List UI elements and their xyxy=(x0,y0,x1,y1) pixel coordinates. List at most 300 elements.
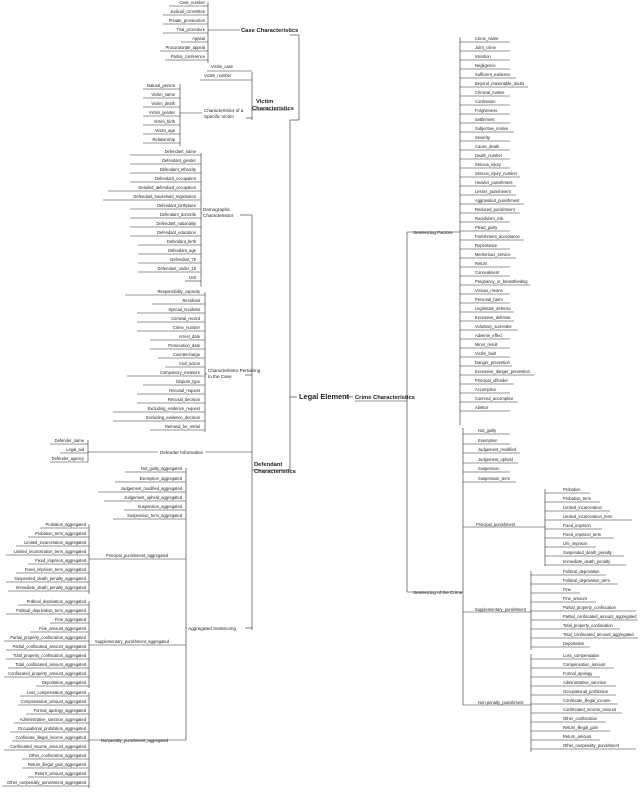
supplementary-aggregated-item xyxy=(36,680,89,686)
svg-text:Responsibility_capacity: Responsibility_capacity xyxy=(157,289,200,294)
svg-text:Excluding_evidence_decision: Excluding_evidence_decision xyxy=(146,415,200,420)
victim-characteristics-label: Victim xyxy=(256,99,274,105)
demographic-item xyxy=(138,266,201,272)
factor-item xyxy=(460,171,520,177)
factor-item xyxy=(460,270,510,276)
principal-punishment-item xyxy=(545,532,614,538)
defender-label: Defender Information xyxy=(160,450,204,455)
supplementary-aggregated-item xyxy=(18,599,89,605)
svg-text:Formal_apology_aggregated: Formal_apology_aggregated xyxy=(33,708,86,713)
supplementary-punishment-item xyxy=(531,578,618,584)
svg-text:Recusal_decision: Recusal_decision xyxy=(167,397,200,402)
svg-text:Serious_injury: Serious_injury xyxy=(475,162,501,167)
svg-text:Total_confiscated_amount_aggre: Total_confiscated_amount_aggregated xyxy=(15,662,86,667)
case-pertaining-label-2: to the Case xyxy=(208,374,232,379)
defender-item xyxy=(50,456,88,462)
case-pertaining-item xyxy=(137,397,205,403)
aggregated-item xyxy=(115,476,186,482)
supplementary-aggregated-item xyxy=(8,662,89,668)
case-pertaining-item xyxy=(137,307,205,313)
svg-text:Victim_death: Victim_death xyxy=(151,101,175,106)
victim-characteristics-label-2: Characteristics xyxy=(252,106,294,112)
svg-text:Limited_incarceration_term: Limited_incarceration_term xyxy=(563,514,613,519)
factor-item xyxy=(460,189,516,195)
factor-item xyxy=(460,342,510,348)
svg-text:Principal_offender: Principal_offender xyxy=(475,378,508,383)
principal-punishment-item xyxy=(545,496,600,502)
case-pertaining-item xyxy=(137,316,205,322)
nonpenalty-punishment-item xyxy=(531,653,600,659)
case-pertaining-item xyxy=(150,343,205,349)
victim-item xyxy=(200,73,252,80)
supplementary-punishment-item xyxy=(531,623,620,629)
svg-text:Total_confiscated_amount_aggre: Total_confiscated_amount_aggregated xyxy=(563,632,634,637)
sentencing-crime-item xyxy=(463,438,510,444)
svg-text:Victim_gender: Victim_gender xyxy=(148,110,175,115)
demographic-item xyxy=(130,149,201,155)
svg-text:Trial_procedure: Trial_procedure xyxy=(176,27,205,32)
demographic-item xyxy=(130,212,201,218)
svg-text:Other_confiscation_aggregated: Other_confiscation_aggregated xyxy=(28,753,86,758)
factor-item xyxy=(460,207,520,213)
svg-text:Political_deprivation_term: Political_deprivation_term xyxy=(563,578,610,583)
sentencing-crime-item xyxy=(463,457,518,463)
svg-text:Countercharge: Countercharge xyxy=(172,352,200,357)
svg-text:Partial_property_confiscation_: Partial_property_confiscation_aggregated xyxy=(10,635,86,640)
supplementary-aggregated-item xyxy=(4,635,89,641)
principal-aggregated-item xyxy=(6,576,89,582)
case-item xyxy=(163,27,208,33)
svg-text:Formal_apology: Formal_apology xyxy=(563,671,593,676)
principal-punishment-item xyxy=(545,523,602,529)
case-pertaining-list xyxy=(113,289,205,430)
svg-text:Deportation: Deportation xyxy=(563,641,585,646)
svg-text:Political_deprivation_aggregat: Political_deprivation_aggregated xyxy=(26,599,86,604)
svg-text:Aggravated_punishment: Aggravated_punishment xyxy=(475,198,520,203)
factor-item xyxy=(460,315,514,321)
nonpenalty-aggregated-item xyxy=(18,699,89,705)
svg-text:Criminal_record: Criminal_record xyxy=(171,316,200,321)
svg-text:Loss_compensation: Loss_compensation xyxy=(563,653,600,658)
specific-victim-item xyxy=(143,128,180,134)
specific-victim-label: Characteristics of a xyxy=(204,108,244,113)
factor-item xyxy=(460,45,510,51)
svg-text:Exemption: Exemption xyxy=(478,438,498,443)
svg-text:Plead_guilty: Plead_guilty xyxy=(475,225,498,230)
principal-punishment-item xyxy=(545,487,590,493)
principal-aggregated-item xyxy=(16,567,89,573)
svg-text:Dispute_type: Dispute_type xyxy=(176,379,200,384)
svg-text:Total_property_confiscation: Total_property_confiscation xyxy=(563,623,613,628)
svg-text:Private_prosecution: Private_prosecution xyxy=(168,18,205,23)
supplementary-punishment-item xyxy=(531,587,580,593)
sentencing-crime-item xyxy=(463,476,516,482)
svg-text:Partial_property_confiscation: Partial_property_confiscation xyxy=(563,605,616,610)
case-characteristics-list xyxy=(160,0,208,60)
principal-aggregated-item xyxy=(6,549,89,555)
svg-text:Judgement_upheld: Judgement_upheld xyxy=(478,457,513,462)
factor-item xyxy=(460,405,510,411)
factor-item xyxy=(460,126,514,132)
case-characteristics-label: Case Characteristics xyxy=(241,28,299,34)
nonpenalty-punishment-item xyxy=(531,725,610,731)
principal-punishment-list xyxy=(545,487,632,565)
svg-text:Immediate_death_penalty_aggreg: Immediate_death_penalty_aggregated xyxy=(15,585,86,590)
svg-text:Pregnancy_or_breastfeeding: Pregnancy_or_breastfeeding xyxy=(475,279,528,284)
specific-victim-list xyxy=(143,83,180,143)
factor-item xyxy=(460,135,510,141)
aggregated-item xyxy=(113,513,186,519)
supplementary-aggregated-item xyxy=(4,671,89,677)
demographic-item xyxy=(138,257,201,263)
factor-item xyxy=(460,162,510,168)
principal-aggregated-item xyxy=(28,558,89,564)
demographic-item xyxy=(130,203,201,209)
svg-text:Life_imprison: Life_imprison xyxy=(563,541,588,546)
svg-text:Defendant_name: Defendant_name xyxy=(164,149,196,154)
sentencing-crime-label: Sentencing of the Crime xyxy=(413,590,463,595)
svg-text:Legal_aid: Legal_aid xyxy=(66,447,84,452)
sentencing-crime-item xyxy=(463,447,520,453)
svg-text:Fixed_imprison_aggregated: Fixed_imprison_aggregated xyxy=(35,558,86,563)
case-pertaining-item xyxy=(150,424,205,430)
svg-text:Negligence: Negligence xyxy=(475,63,496,68)
factor-item xyxy=(460,252,516,258)
svg-text:Vicious_means: Vicious_means xyxy=(475,288,503,293)
case-pertaining-item xyxy=(127,370,205,376)
case-pertaining-label: Characteristics Pertaining xyxy=(208,368,261,373)
svg-text:Other_confiscation: Other_confiscation xyxy=(563,716,598,721)
svg-text:Confiscated_income_amount: Confiscated_income_amount xyxy=(563,707,617,712)
svg-text:Judgement_upheld_aggregated: Judgement_upheld_aggregated xyxy=(124,495,182,500)
svg-text:Prosecution_date: Prosecution_date xyxy=(168,343,200,348)
svg-text:Excluding_evidence_request: Excluding_evidence_request xyxy=(147,406,200,411)
aggregated-item xyxy=(98,486,186,492)
factor-item xyxy=(460,63,510,69)
victim-item xyxy=(207,64,252,71)
svg-text:Victim_birth: Victim_birth xyxy=(153,119,175,124)
svg-text:Probation_aggregated: Probation_aggregated xyxy=(45,522,86,527)
svg-text:Victim_name: Victim_name xyxy=(151,92,175,97)
svg-text:Recidivist: Recidivist xyxy=(182,298,200,303)
supplementary-punishment-label: Supplementary_punishment xyxy=(475,607,526,612)
svg-text:Victim_fault: Victim_fault xyxy=(475,351,497,356)
svg-text:Defendant_birthplace: Defendant_birthplace xyxy=(157,203,196,208)
svg-text:Punishment_acceptance: Punishment_acceptance xyxy=(475,234,520,239)
nonpenalty-punishment-item xyxy=(531,689,616,695)
nonpenalty-aggregated-item xyxy=(22,753,89,759)
svg-text:Defender_agency: Defender_agency xyxy=(51,456,84,461)
svg-text:Danger_prevention: Danger_prevention xyxy=(475,360,510,365)
svg-text:Fine: Fine xyxy=(563,587,571,592)
factor-item xyxy=(460,216,510,222)
nonpenalty-aggregated-item xyxy=(26,708,89,714)
factor-item xyxy=(460,108,510,114)
svg-text:Victim_case: Victim_case xyxy=(211,64,233,69)
svg-text:Return_amount: Return_amount xyxy=(563,734,592,739)
demographic-item xyxy=(138,239,201,245)
svg-text:Adverse_effect: Adverse_effect xyxy=(475,333,503,338)
specific-victim-item xyxy=(143,83,180,89)
svg-text:Defendant_household_registrati: Defendant_household_registration xyxy=(133,194,196,199)
factor-item xyxy=(460,36,510,42)
aggregated-item xyxy=(124,504,186,510)
case-pertaining-item xyxy=(165,361,205,367)
principal-punishment-item xyxy=(545,559,626,565)
svg-text:Defendant_education: Defendant_education xyxy=(157,230,196,235)
principal-aggregated-item xyxy=(8,585,89,591)
svg-text:Exemption_aggregated: Exemption_aggregated xyxy=(139,476,182,481)
svg-text:Partial_confiscated_amount_agg: Partial_confiscated_amount_aggregated xyxy=(12,644,86,649)
supplementary-aggregated-list xyxy=(4,599,89,686)
defendant-characteristics-label-2: Characteristics xyxy=(254,469,296,475)
factor-item xyxy=(460,90,510,96)
svg-text:Return_illegal_gain_aggregated: Return_illegal_gain_aggregated xyxy=(27,762,86,767)
svg-text:Compensation_amount: Compensation_amount xyxy=(563,662,606,667)
case-pertaining-item xyxy=(152,298,205,304)
svg-text:Natural_person: Natural_person xyxy=(147,83,175,88)
factor-item xyxy=(460,225,510,231)
svg-text:Sufficient_evidence: Sufficient_evidence xyxy=(475,72,511,77)
svg-text:Fixed_imprison: Fixed_imprison xyxy=(563,523,591,528)
demographic-item xyxy=(185,275,201,281)
supplementary-punishment-item xyxy=(531,632,638,638)
factor-item xyxy=(460,99,510,105)
svg-text:Defendant_occupation: Defendant_occupation xyxy=(155,176,196,181)
factor-item xyxy=(460,144,510,150)
demographic-item xyxy=(130,221,201,227)
supplementary-aggregated-label: Supplementary_punishment_aggregated xyxy=(95,639,169,644)
svg-text:Serious_injury_number: Serious_injury_number xyxy=(475,171,518,176)
factor-item xyxy=(460,288,510,294)
svg-text:Confiscate_illegal_income_aggr: Confiscate_illegal_income_aggregated xyxy=(15,735,86,740)
sentencing-factors-list xyxy=(460,36,534,411)
factor-item xyxy=(460,351,510,357)
factor-item xyxy=(460,297,510,303)
supplementary-punishment-item xyxy=(531,596,596,602)
supplementary-punishment-list xyxy=(531,569,638,647)
svg-text:Criminal_motive: Criminal_motive xyxy=(475,90,505,95)
svg-text:Intention: Intention xyxy=(475,54,491,59)
sentencing-crime-item xyxy=(463,466,510,472)
svg-text:Return_illegal_gain: Return_illegal_gain xyxy=(563,725,599,730)
svg-text:Not_guilty_aggregated: Not_guilty_aggregated xyxy=(140,466,182,471)
supplementary-aggregated-item xyxy=(50,617,89,623)
supplementary-punishment-item xyxy=(531,614,638,620)
factor-item xyxy=(460,72,516,78)
case-pertaining-item xyxy=(143,379,205,385)
case-pertaining-item xyxy=(113,415,205,421)
svg-text:Total_property_confiscation_ag: Total_property_confiscation_aggregated xyxy=(13,653,86,658)
svg-text:Unit: Unit xyxy=(188,275,196,280)
svg-text:Limited_incarceration: Limited_incarceration xyxy=(563,505,602,510)
svg-text:Suspended_death_penalty: Suspended_death_penalty xyxy=(563,550,612,555)
svg-text:Detailed_defendant_occupation: Detailed_defendant_occupation xyxy=(138,185,196,190)
svg-text:Probation_term: Probation_term xyxy=(563,496,591,501)
nonpenalty-punishment-item xyxy=(531,680,616,686)
svg-text:Defendant_ethnicity: Defendant_ethnicity xyxy=(159,167,196,172)
demographic-item xyxy=(108,185,201,191)
svg-text:Defendant_gender: Defendant_gender xyxy=(162,158,196,163)
svg-text:Confiscated_income_amount_aggr: Confiscated_income_amount_aggregated xyxy=(9,744,86,749)
svg-text:Coerced_accomplice: Coerced_accomplice xyxy=(475,396,514,401)
factor-item xyxy=(460,378,514,384)
svg-text:Remand_for_retrial: Remand_for_retrial xyxy=(164,424,200,429)
svg-text:Limited_incarceration_aggregat: Limited_incarceration_aggregated xyxy=(24,540,86,545)
case-pertaining-item xyxy=(137,388,205,394)
demographic-item xyxy=(130,158,201,164)
svg-text:Accomplice: Accomplice xyxy=(475,387,496,392)
svg-text:Defendant_under_18: Defendant_under_18 xyxy=(157,266,196,271)
factor-item xyxy=(460,153,510,159)
case-pertaining-item xyxy=(137,325,205,331)
case-item xyxy=(181,36,208,42)
defender-item xyxy=(60,447,88,453)
svg-text:Other_nonpenalty_punishment_ag: Other_nonpenalty_punishment_aggregated xyxy=(7,780,86,785)
svg-text:Confiscated_property_amount_ag: Confiscated_property_amount_aggregated xyxy=(8,671,86,676)
svg-text:Recidivism_risk: Recidivism_risk xyxy=(475,216,504,221)
nonpenalty-punishment-item xyxy=(531,698,618,704)
svg-text:Lesser_punishment: Lesser_punishment xyxy=(475,189,511,194)
sentencing-crime-direct-list xyxy=(463,428,520,482)
svg-text:Minor_result: Minor_result xyxy=(475,342,498,347)
svg-text:Appeal: Appeal xyxy=(192,36,205,41)
nonpenalty-punishment-item xyxy=(531,707,622,713)
factor-item xyxy=(460,180,516,186)
svg-text:Fixed_imprison_term_aggregated: Fixed_imprison_term_aggregated xyxy=(24,567,86,572)
principal-aggregated-item xyxy=(28,531,89,537)
svg-text:Death_number: Death_number xyxy=(475,153,503,158)
svg-text:Political_deprivation_term_agg: Political_deprivation_term_aggregated xyxy=(16,608,86,613)
defender-list xyxy=(50,438,88,462)
aggregated-direct-list xyxy=(98,466,186,519)
factor-item xyxy=(460,279,530,285)
supplementary-punishment-item xyxy=(531,641,590,647)
supplementary-aggregated-item xyxy=(6,644,89,650)
nonpenalty-punishment-item xyxy=(531,671,600,677)
demographic-item xyxy=(130,167,201,173)
svg-text:Heavier_punishment: Heavier_punishment xyxy=(475,180,513,185)
svg-text:Cause_death: Cause_death xyxy=(475,144,500,149)
nonpenalty-aggregated-item xyxy=(20,690,89,696)
svg-text:Joint_crime: Joint_crime xyxy=(475,45,496,50)
svg-text:Judgement_modified: Judgement_modified xyxy=(478,447,517,452)
case-pertaining-item xyxy=(158,352,205,358)
principal-aggregated-item xyxy=(40,522,89,528)
nonpenalty-aggregated-label: Nonpenalty_punishment_aggregated xyxy=(101,738,169,743)
nonpenalty-aggregated-item xyxy=(4,744,89,750)
svg-text:Suspension_term: Suspension_term xyxy=(478,476,510,481)
svg-text:Subjective_motive: Subjective_motive xyxy=(475,126,509,131)
svg-text:Fine_amount_aggregated: Fine_amount_aggregated xyxy=(39,626,86,631)
svg-text:Beyond_reasonable_doubt: Beyond_reasonable_doubt xyxy=(475,81,524,86)
specific-victim-item xyxy=(143,119,180,125)
demographic-item xyxy=(130,176,201,182)
factor-item xyxy=(460,198,524,204)
svg-text:Return: Return xyxy=(475,261,488,266)
case-item xyxy=(160,45,208,51)
svg-text:Settlement: Settlement xyxy=(475,117,495,122)
sentencing-factors-label: Sentencing Factors xyxy=(413,230,453,235)
case-item xyxy=(163,9,208,15)
factor-item xyxy=(460,243,510,249)
demographic-label-2: Characteristics xyxy=(203,213,234,218)
demographic-item xyxy=(130,230,201,236)
defender-item xyxy=(50,438,88,444)
sentencing-crime-item xyxy=(463,428,510,434)
case-item xyxy=(163,18,208,24)
demographic-list xyxy=(103,149,201,281)
svg-text:Excessive_defense: Excessive_defense xyxy=(475,315,511,320)
svg-text:Excessive_danger_prevention: Excessive_danger_prevention xyxy=(475,369,530,374)
root-node: Legal Element xyxy=(299,392,350,401)
case-pertaining-item xyxy=(125,289,205,295)
svg-text:Abettor: Abettor xyxy=(475,405,489,410)
svg-text:Other_nonpenalty_punishment: Other_nonpenalty_punishment xyxy=(563,743,619,748)
demographic-item xyxy=(138,248,201,254)
nonpenalty-aggregated-item xyxy=(2,780,89,786)
supplementary-aggregated-item xyxy=(6,653,89,659)
svg-text:Limited_incarceration_term_agg: Limited_incarceration_term_aggregated xyxy=(13,549,86,554)
svg-text:Loss_compensation_aggregated: Loss_compensation_aggregated xyxy=(26,690,86,695)
case-item xyxy=(165,54,208,60)
factor-item xyxy=(460,234,524,240)
nonpenalty-aggregated-item xyxy=(10,726,89,732)
svg-text:Compulsory_measure: Compulsory_measure xyxy=(159,370,200,375)
svg-text:Repentance: Repentance xyxy=(475,243,498,248)
svg-text:Civil_action: Civil_action xyxy=(179,361,200,366)
svg-text:Immediate_death_penalty: Immediate_death_penalty xyxy=(563,559,611,564)
principal-punishment-item xyxy=(545,514,632,520)
svg-text:Meritorious_service: Meritorious_service xyxy=(475,252,511,257)
aggregated-sentencing-label: Aggregated Sentencing xyxy=(188,626,237,631)
factor-item xyxy=(460,261,510,267)
svg-text:Fine_amount: Fine_amount xyxy=(563,596,587,601)
svg-text:Probation: Probation xyxy=(563,487,581,492)
crime-characteristics-label: Crime Characteristics xyxy=(355,395,415,401)
svg-text:Deportation_aggregated: Deportation_aggregated xyxy=(41,680,86,685)
svg-text:Confiscate_illegal_income: Confiscate_illegal_income xyxy=(563,698,611,703)
svg-text:Fine_aggregated: Fine_aggregated xyxy=(55,617,86,622)
svg-text:Judicial_committee: Judicial_committee xyxy=(170,9,205,14)
svg-text:Administrative_sanction_aggreg: Administrative_sanction_aggregated xyxy=(19,717,86,722)
svg-text:Defendant_birth: Defendant_birth xyxy=(166,239,196,244)
svg-text:Case_number: Case_number xyxy=(179,0,205,5)
svg-text:Special_recidivist: Special_recidivist xyxy=(168,307,200,312)
principal-punishment-label: Principal_punishment xyxy=(476,522,516,527)
factor-item xyxy=(460,54,510,60)
svg-text:Arrest_date: Arrest_date xyxy=(178,334,200,339)
nonpenalty-aggregated-item xyxy=(28,771,89,777)
principal-punishment-item xyxy=(545,550,624,556)
svg-text:Severity: Severity xyxy=(475,135,490,140)
svg-text:Occupational_prohibition: Occupational_prohibition xyxy=(563,689,609,694)
svg-text:Partial_confiscated_amount_agg: Partial_confiscated_amount_aggregated xyxy=(563,614,637,619)
factor-item xyxy=(460,369,534,375)
svg-text:Occupational_prohibition_aggre: Occupational_prohibition_aggregated xyxy=(17,726,86,731)
nonpenalty-aggregated-item xyxy=(12,735,89,741)
principal-aggregated-item xyxy=(16,540,89,546)
victim-direct-list xyxy=(200,64,252,80)
specific-victim-label-2: Specific Victim xyxy=(204,114,234,119)
nonpenalty-punishment-list xyxy=(531,653,636,749)
nonpenalty-punishment-item xyxy=(531,716,606,722)
specific-victim-item xyxy=(143,110,180,116)
svg-text:Defendant_nationality: Defendant_nationality xyxy=(156,221,196,226)
principal-punishment-item xyxy=(545,505,610,511)
case-pertaining-item xyxy=(150,334,205,340)
specific-victim-item xyxy=(143,101,180,107)
